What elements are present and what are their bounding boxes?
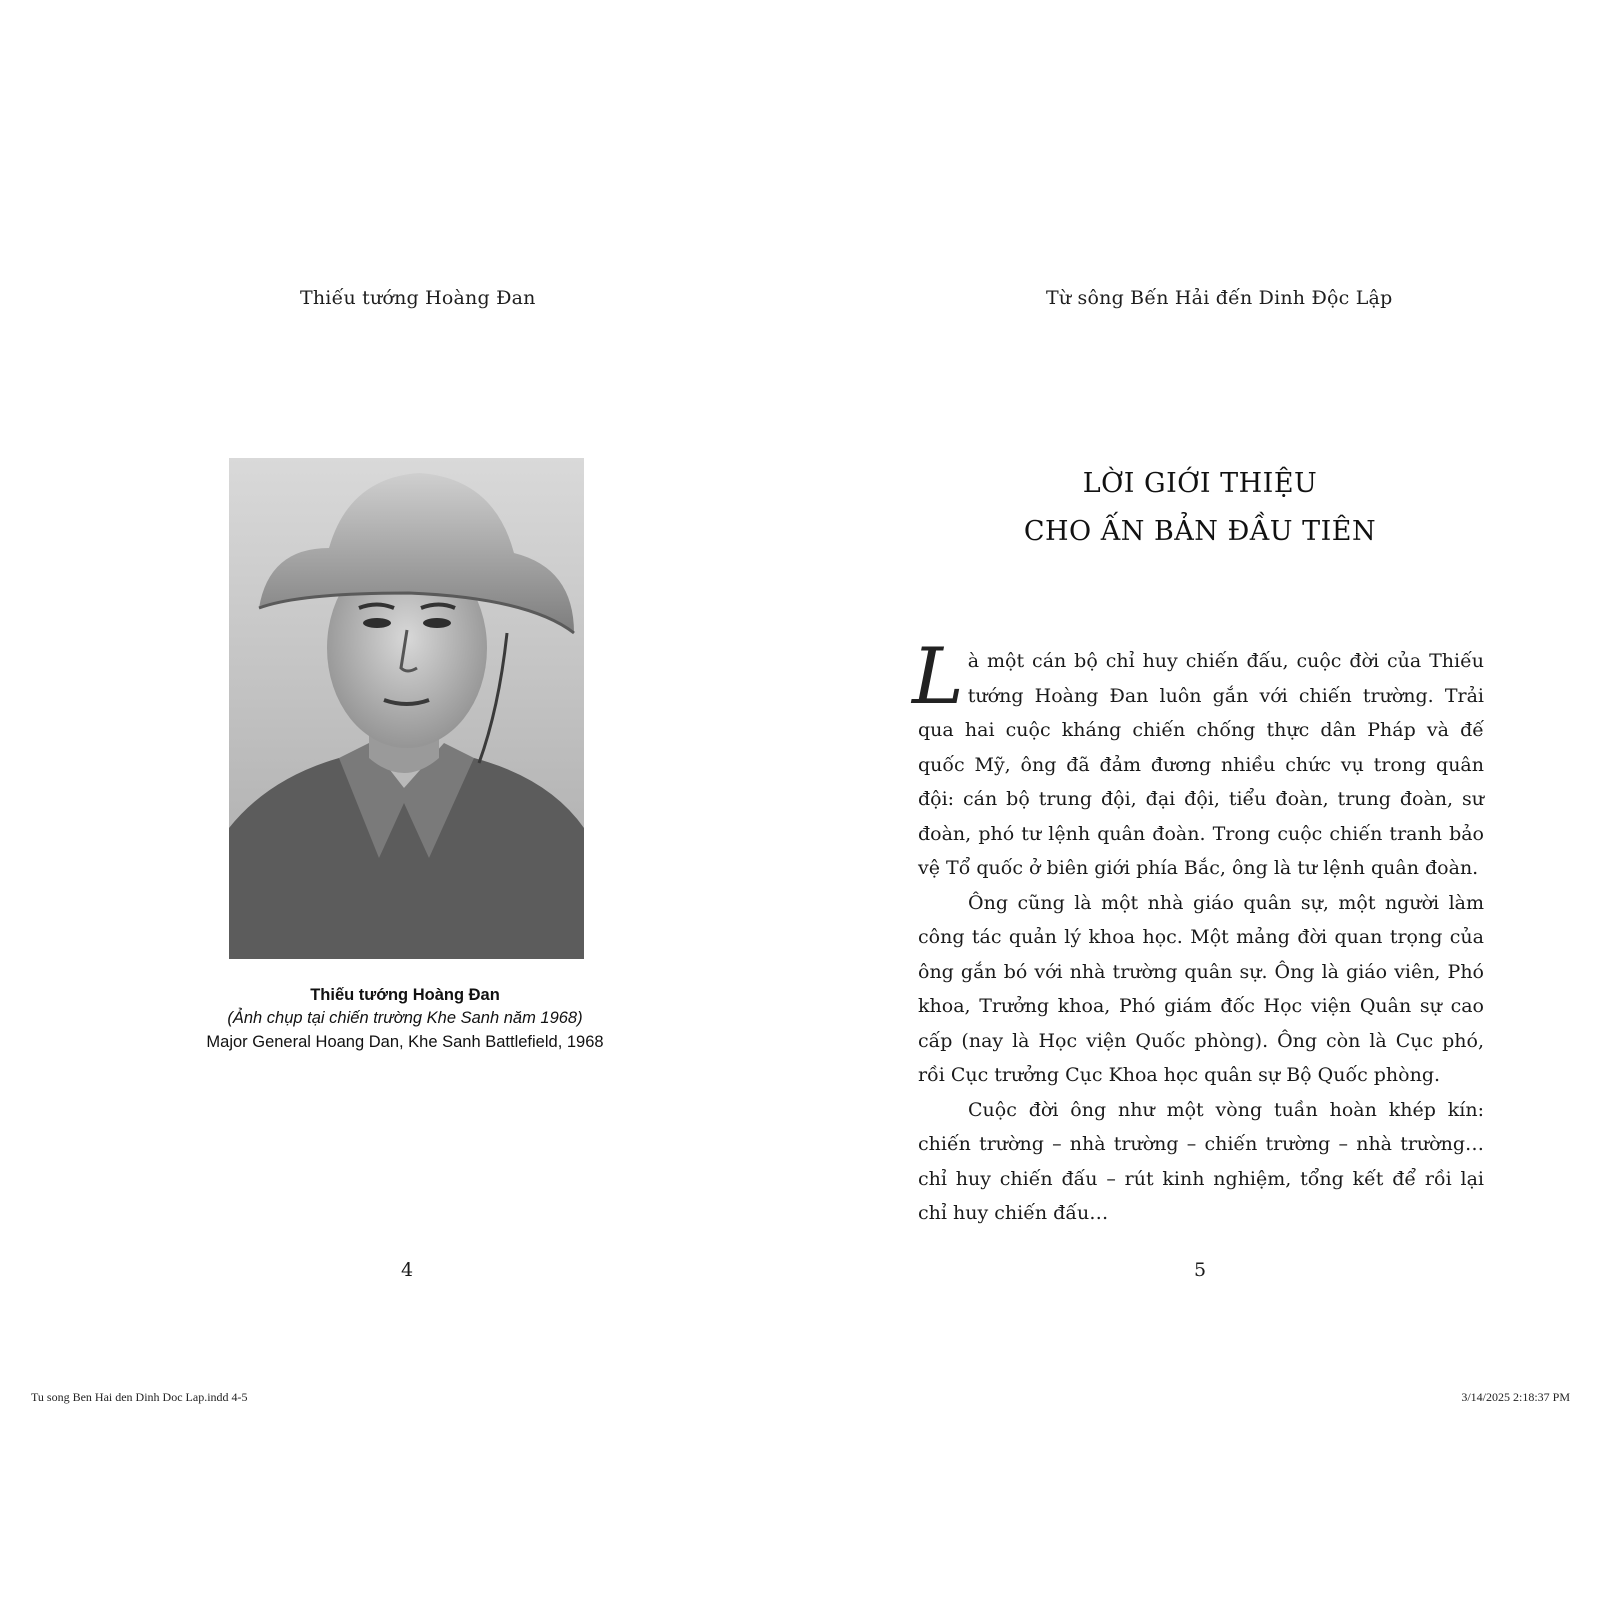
left-running-head: Thiếu tướng Hoàng Đan [300,287,536,309]
chapter-title-line2: CHO ẤN BẢN ĐẦU TIÊN [1023,516,1377,547]
portrait-photo [229,458,584,959]
slug-timestamp: 3/14/2025 2:18:37 PM [1461,1390,1570,1404]
caption-italic: (Ảnh chụp tại chiến trường Khe Sanh năm 1968) [227,1009,583,1027]
slug-filename: Tu song Ben Hai den Dinh Doc Lap.indd 4-5 [31,1390,248,1404]
paragraph-3: Cuộc đời ông như một vòng tuần hoàn khép kín: chiến trường – nhà trường – chiến trường – nhà trường… chỉ huy chiến đấu – rút kinh nghiệm, tổng kết để rồi lại chỉ huy chiến đấu… [918,1098,1484,1224]
body-text [912,632,1484,1231]
chapter-title-line1: LỜI GIỚI THIỆU [1082,468,1318,499]
chapter-title [900,460,1500,556]
right-running-head: Từ sông Bến Hải đến Dinh Độc Lập [1046,287,1393,309]
portrait-photo-icon [229,458,584,959]
paragraph-1 [912,632,1484,886]
photo-caption [190,984,620,1054]
right-page-number: 5 [1194,1259,1207,1281]
dropcap: L [912,632,964,722]
caption-title: Thiếu tướng Hoàng Đan [310,986,500,1004]
paragraph-2: Ông cũng là một nhà giáo quân sự, một người làm công tác quản lý khoa học. Một mảng đời quan trọng của ông gắn bó với nhà trường quân sự. Ông là giáo viên, Phó khoa, Trưởng khoa, Phó giám đốc Học viện Quân sự cao cấp (nay là Học viện Quốc phòng). Ông còn là Cục phó, rồi Cục trưởng Cục Khoa học quân sự Bộ Quốc phòng. [918,891,1484,1086]
paragraph-1-text: à một cán bộ chỉ huy chiến đấu, cuộc đời của Thiếu tướng Hoàng Đan luôn gắn với chiến trường. Trải qua hai cuộc kháng chiến chống thực dân Pháp và đế quốc Mỹ, ông đã đảm đương nhiều chức vụ trong quân đội: cán bộ trung đội, đại đội, tiểu đoàn, trung đoàn, sư đoàn, phó tư lệnh quân đoàn. Trong cuộc chiến tranh bảo vệ Tổ quốc ở biên giới phía Bắc, ông là tư lệnh quân đoàn. [918,650,1484,879]
left-page-number: 4 [401,1259,414,1281]
caption-english: Major General Hoang Dan, Khe Sanh Battlefield, 1968 [206,1033,604,1051]
